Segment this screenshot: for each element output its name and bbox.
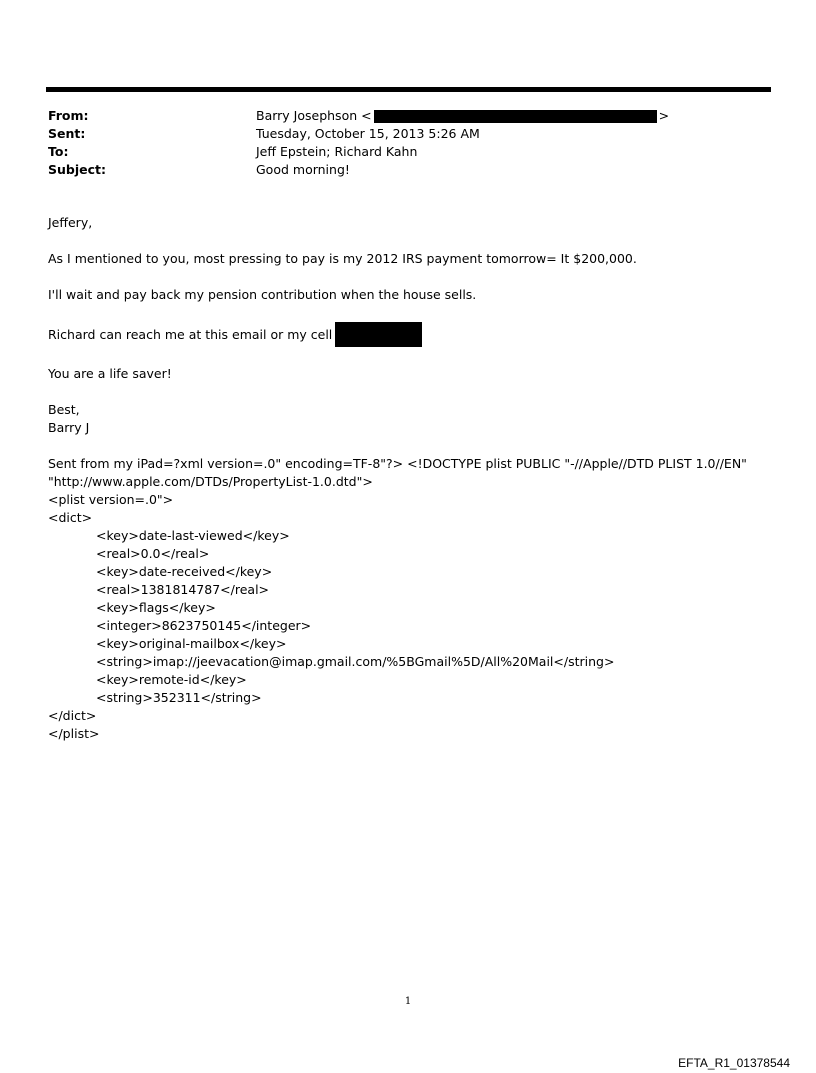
plist-line: </dict> <box>48 708 97 723</box>
body-line-thanks: You are a life saver! <box>48 366 172 381</box>
from-open-bracket: < <box>361 108 372 123</box>
document-id: EFTA_R1_01378544 <box>678 1056 790 1070</box>
greeting: Jeffery, <box>48 215 93 230</box>
plist-line: <integer>8623750145</integer> <box>96 618 312 633</box>
page-number: 1 <box>404 996 412 1007</box>
plist-line: <key>date-received</key> <box>96 564 273 579</box>
plist-line: <key>original-mailbox</key> <box>96 636 287 651</box>
sent-value: Tuesday, October 15, 2013 5:26 AM <box>256 126 480 141</box>
signoff: Best, <box>48 402 80 417</box>
from-value <box>256 107 669 125</box>
plist-line: <key>flags</key> <box>96 600 216 615</box>
header-rule <box>46 87 771 92</box>
plist-line: <string>imap://jeevacation@imap.gmail.com/%5BGmail%5D/All%20Mail</string> <box>96 654 615 669</box>
body-line-irs: As I mentioned to you, most pressing to pay is my 2012 IRS payment tomorrow= It $200,000. <box>48 251 637 266</box>
from-name: Barry Josephson <box>256 108 358 123</box>
to-label: To: <box>48 144 69 159</box>
email-header <box>48 107 768 179</box>
from-close-bracket: > <box>658 108 670 123</box>
plist-line: Sent from my iPad=?xml version=.0" encoding=TF-8"?> <!DOCTYPE plist PUBLIC "-//Apple//DTD PLIST 1.0//EN" <box>48 456 747 471</box>
body-line-pension: I'll wait and pay back my pension contribution when the house sells. <box>48 287 477 302</box>
subject-label: Subject: <box>48 162 106 177</box>
plist-line: <key>remote-id</key> <box>96 672 247 687</box>
to-value: Jeff Epstein; Richard Kahn <box>256 144 418 159</box>
plist-line: <key>date-last-viewed</key> <box>96 528 290 543</box>
from-label: From: <box>48 108 89 123</box>
from-row <box>48 107 768 125</box>
plist-block <box>48 455 768 743</box>
plist-line: <plist version=.0"> <box>48 492 174 507</box>
plist-line: "http://www.apple.com/DTDs/PropertyList-1.0.dtd"> <box>48 474 373 489</box>
redacted-phone-block <box>335 322 422 347</box>
signature: Barry J <box>48 420 90 435</box>
sent-label: Sent: <box>48 126 86 141</box>
to-row <box>48 143 768 161</box>
sent-row <box>48 125 768 143</box>
plist-line: <real>0.0</real> <box>96 546 210 561</box>
plist-line: <real>1381814787</real> <box>96 582 270 597</box>
plist-line: <dict> <box>48 510 93 525</box>
email-body <box>48 214 768 743</box>
contact-text: Richard can reach me at this email or my cell <box>48 327 333 342</box>
subject-row <box>48 161 768 179</box>
plist-line: <string>352311</string> <box>96 690 262 705</box>
body-line-contact <box>48 322 768 347</box>
redacted-email-block <box>374 110 657 123</box>
plist-line: </plist> <box>48 726 100 741</box>
subject-value: Good morning! <box>256 162 350 177</box>
